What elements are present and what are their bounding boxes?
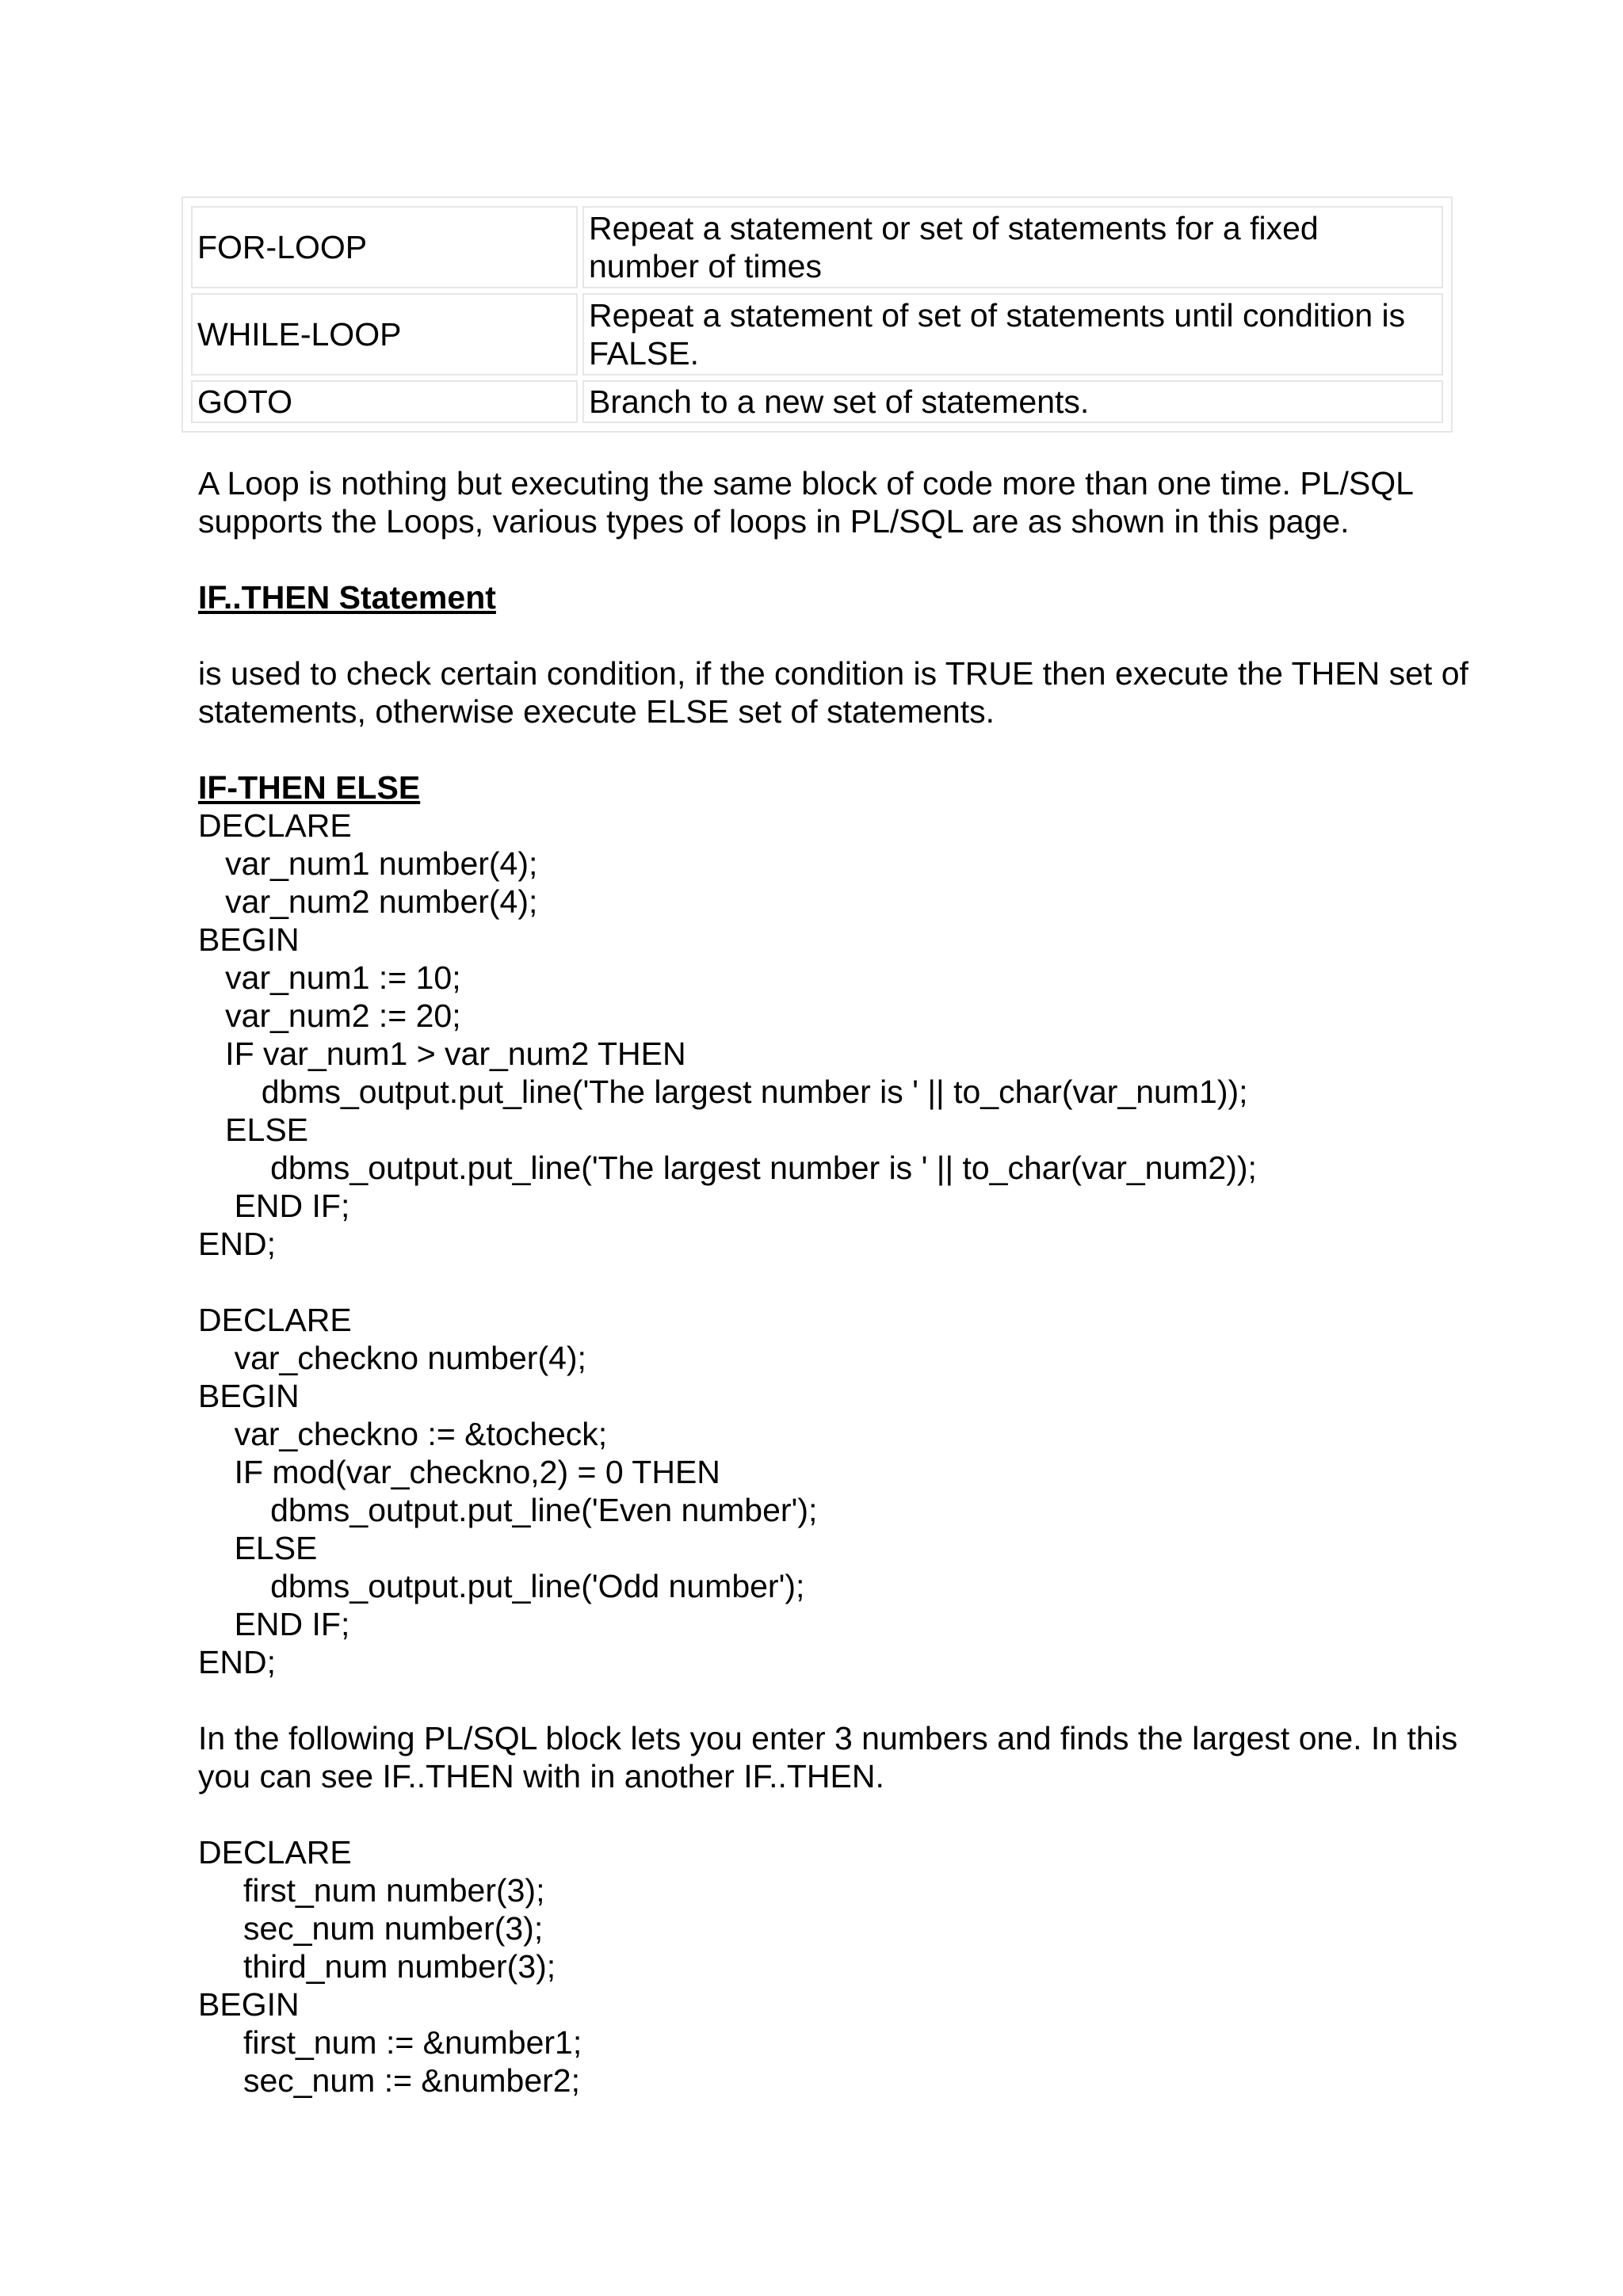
code-line: ELSE <box>198 1530 318 1566</box>
code-line: var_num2 number(4); <box>198 883 538 920</box>
code-line: dbms_output.put_line('The largest number is ' || to_char(var_num2)); <box>198 1150 1257 1186</box>
code-line: var_checkno number(4); <box>198 1340 586 1376</box>
loop-name-cell: FOR-LOOP <box>191 206 578 288</box>
code-line: var_checkno := &tocheck; <box>198 1416 608 1452</box>
code-line: DECLARE <box>198 807 352 844</box>
table-row <box>191 380 1443 423</box>
spacer <box>198 616 1498 654</box>
code-block-largest-of-three <box>198 1833 1498 2100</box>
code-line: var_num1 := 10; <box>198 959 461 996</box>
if-then-description: is used to check certain condition, if the condition is TRUE then execute the THEN set of statements, otherwise execute ELSE set of statements. <box>198 655 1468 730</box>
code-line: sec_num number(3); <box>198 1910 544 1947</box>
code-line: dbms_output.put_line('Odd number'); <box>198 1568 805 1604</box>
spacer <box>198 1263 1498 1301</box>
nested-if-description: In the following PL/SQL block lets you enter 3 numbers and finds the largest one. In this you can see IF..THEN with in another IF..THEN. <box>198 1720 1458 1794</box>
code-line: ELSE <box>198 1112 309 1148</box>
code-line: dbms_output.put_line('Even number'); <box>198 1492 818 1528</box>
code-line: END IF; <box>198 1188 350 1224</box>
code-line: END; <box>198 1644 276 1680</box>
loop-desc-cell: Repeat a statement or set of statements for a fixed number of times <box>582 206 1443 288</box>
table-row <box>191 206 1443 288</box>
code-block-largest-of-two <box>198 807 1498 1263</box>
document-body <box>198 464 1498 2100</box>
loop-desc-cell: Branch to a new set of statements. <box>582 380 1443 423</box>
code-line: sec_num := &number2; <box>198 2062 580 2099</box>
code-line: DECLARE <box>198 1834 352 1871</box>
code-line: var_num1 number(4); <box>198 845 538 882</box>
loop-name-cell: WHILE-LOOP <box>191 293 578 376</box>
code-line: DECLARE <box>198 1302 352 1338</box>
code-line: BEGIN <box>198 1986 300 2023</box>
table-row <box>191 293 1443 376</box>
spacer <box>198 540 1498 578</box>
code-line: third_num number(3); <box>198 1948 556 1985</box>
if-then-heading: IF..THEN Statement <box>198 579 496 616</box>
code-line: BEGIN <box>198 1378 300 1414</box>
code-line: first_num number(3); <box>198 1872 545 1909</box>
loop-types-table <box>181 196 1453 433</box>
loop-types-grid <box>186 201 1448 428</box>
code-line: IF mod(var_checkno,2) = 0 THEN <box>198 1454 720 1490</box>
code-line: dbms_output.put_line('The largest number is ' || to_char(var_num1)); <box>198 1074 1248 1110</box>
loop-name-cell: GOTO <box>191 380 578 423</box>
code-line: IF var_num1 > var_num2 THEN <box>198 1035 686 1072</box>
spacer <box>198 1681 1498 1719</box>
code-line: END; <box>198 1226 276 1262</box>
code-block-even-odd <box>198 1301 1498 1681</box>
if-then-else-heading: IF-THEN ELSE <box>198 769 421 806</box>
code-line: BEGIN <box>198 921 300 958</box>
intro-paragraph: A Loop is nothing but executing the same block of code more than one time. PL/SQL supports the Loops, various types of loops in PL/SQL are as shown in this page. <box>198 465 1413 540</box>
code-line: var_num2 := 20; <box>198 997 461 1034</box>
spacer <box>198 1795 1498 1833</box>
spacer <box>198 730 1498 769</box>
code-line: END IF; <box>198 1606 350 1642</box>
loop-desc-cell: Repeat a statement of set of statements until condition is FALSE. <box>582 293 1443 376</box>
code-line: first_num := &number1; <box>198 2024 582 2061</box>
